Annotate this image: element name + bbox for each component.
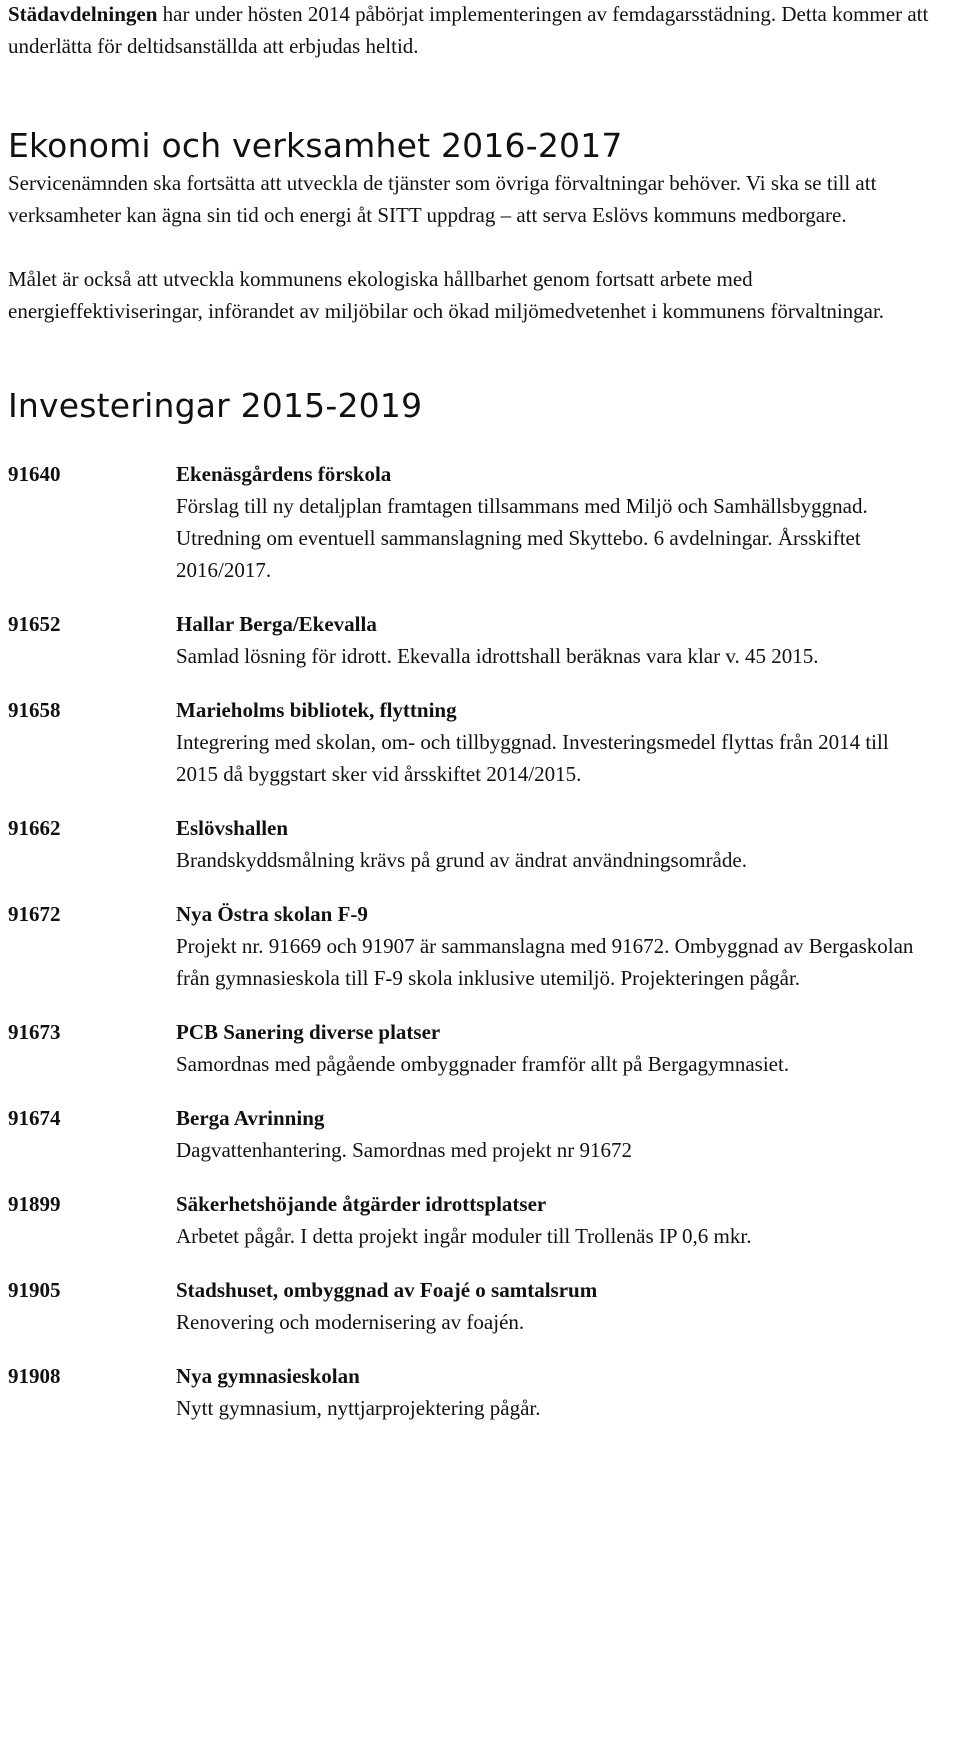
project-item: [8, 1274, 952, 1338]
project-list: [8, 458, 952, 1424]
project-id: 91899: [8, 1192, 61, 1216]
project-title: Nya gymnasieskolan: [176, 1364, 360, 1388]
project-title: Nya Östra skolan F-9: [176, 902, 368, 926]
project-body: [176, 1188, 952, 1252]
project-item: [8, 898, 952, 994]
economy-paragraph-2: Målet är också att utveckla kommunens ekologiska hållbarhet genom fortsatt arbete med energieffektiviseringar, införandet av miljöbilar och ökad miljömedvetenhet i kommunens förvaltningar.: [8, 267, 885, 323]
project-title: PCB Sanering diverse platser: [176, 1020, 441, 1044]
project-title: Stadshuset, ombyggnad av Foajé o samtalsrum: [176, 1278, 598, 1302]
project-id: 91652: [8, 612, 61, 636]
project-item: [8, 1360, 952, 1424]
project-item: [8, 1102, 952, 1166]
project-description: Dagvattenhantering. Samordnas med projekt nr 91672: [176, 1138, 633, 1162]
project-description: Renovering och modernisering av foajén.: [176, 1310, 525, 1334]
economy-paragraph-1: Servicenämnden ska fortsätta att utveckla de tjänster som övriga förvaltningar behöver. Vi ska se till att verksamheter kan ägna sin tid och energi åt SITT uppdrag – att serva Eslövs kommuns medborgare.: [8, 171, 877, 227]
project-item: [8, 812, 952, 876]
project-description: Projekt nr. 91669 och 91907 är sammanslagna med 91672. Ombyggnad av Bergaskolan från gymnasieskola till F-9 skola inklusive utemiljö. Projekteringen pågår.: [176, 934, 914, 990]
project-title: Ekenäsgårdens förskola: [176, 462, 392, 486]
project-body: [176, 1102, 952, 1166]
project-title: Berga Avrinning: [176, 1106, 325, 1130]
project-description: Brandskyddsmålning krävs på grund av ändrat användningsområde.: [176, 848, 747, 872]
project-id: 91662: [8, 816, 61, 840]
project-body: [176, 608, 952, 672]
project-id: 91905: [8, 1278, 61, 1302]
project-description: Nytt gymnasium, nyttjarprojektering pågår.: [176, 1396, 541, 1420]
project-title: Hallar Berga/Ekevalla: [176, 612, 377, 636]
intro-text: har under hösten 2014 påbörjat implementeringen av femdagarsstädning. Detta kommer att underlätta för deltidsanställda att erbjudas heltid.: [8, 2, 929, 58]
project-item: [8, 1016, 952, 1080]
intro-paragraph: [8, 0, 952, 62]
investments-heading: Investeringar 2015-2019: [8, 386, 423, 425]
project-title: Marieholms bibliotek, flyttning: [176, 698, 457, 722]
project-id: 91640: [8, 462, 61, 486]
project-id: 91673: [8, 1020, 61, 1044]
project-body: [176, 812, 952, 876]
project-body: [176, 1016, 952, 1080]
project-body: [176, 1274, 952, 1338]
project-item: [8, 1188, 952, 1252]
project-description: Arbetet pågår. I detta projekt ingår moduler till Trollenäs IP 0,6 mkr.: [176, 1224, 752, 1248]
project-body: [176, 458, 952, 586]
project-body: [176, 1360, 952, 1424]
project-body: [176, 694, 952, 790]
project-title: Eslövshallen: [176, 816, 289, 840]
project-body: [176, 898, 952, 994]
economy-heading: Ekonomi och verksamhet 2016-2017: [8, 126, 623, 165]
project-description: Förslag till ny detaljplan framtagen tillsammans med Miljö och Samhällsbyggnad. Utredning om eventuell sammanslagning med Skyttebo. 6 avdelningar. Årsskiftet 2016/2017.: [176, 494, 868, 582]
project-description: Samordnas med pågående ombyggnader framför allt på Bergagymnasiet.: [176, 1052, 790, 1076]
intro-bold-lead: Städavdelningen: [8, 2, 158, 26]
project-description: Samlad lösning för idrott. Ekevalla idrottshall beräknas vara klar v. 45 2015.: [176, 644, 819, 668]
project-item: [8, 608, 952, 672]
project-title: Säkerhetshöjande åtgärder idrottsplatser: [176, 1192, 547, 1216]
project-id: 91674: [8, 1106, 61, 1130]
project-item: [8, 458, 952, 586]
project-id: 91672: [8, 902, 61, 926]
project-item: [8, 694, 952, 790]
project-description: Integrering med skolan, om- och tillbyggnad. Investeringsmedel flyttas från 2014 till 2015 då byggstart sker vid årsskiftet 2014/2015.: [176, 730, 889, 786]
project-id: 91658: [8, 698, 61, 722]
project-id: 91908: [8, 1364, 61, 1388]
